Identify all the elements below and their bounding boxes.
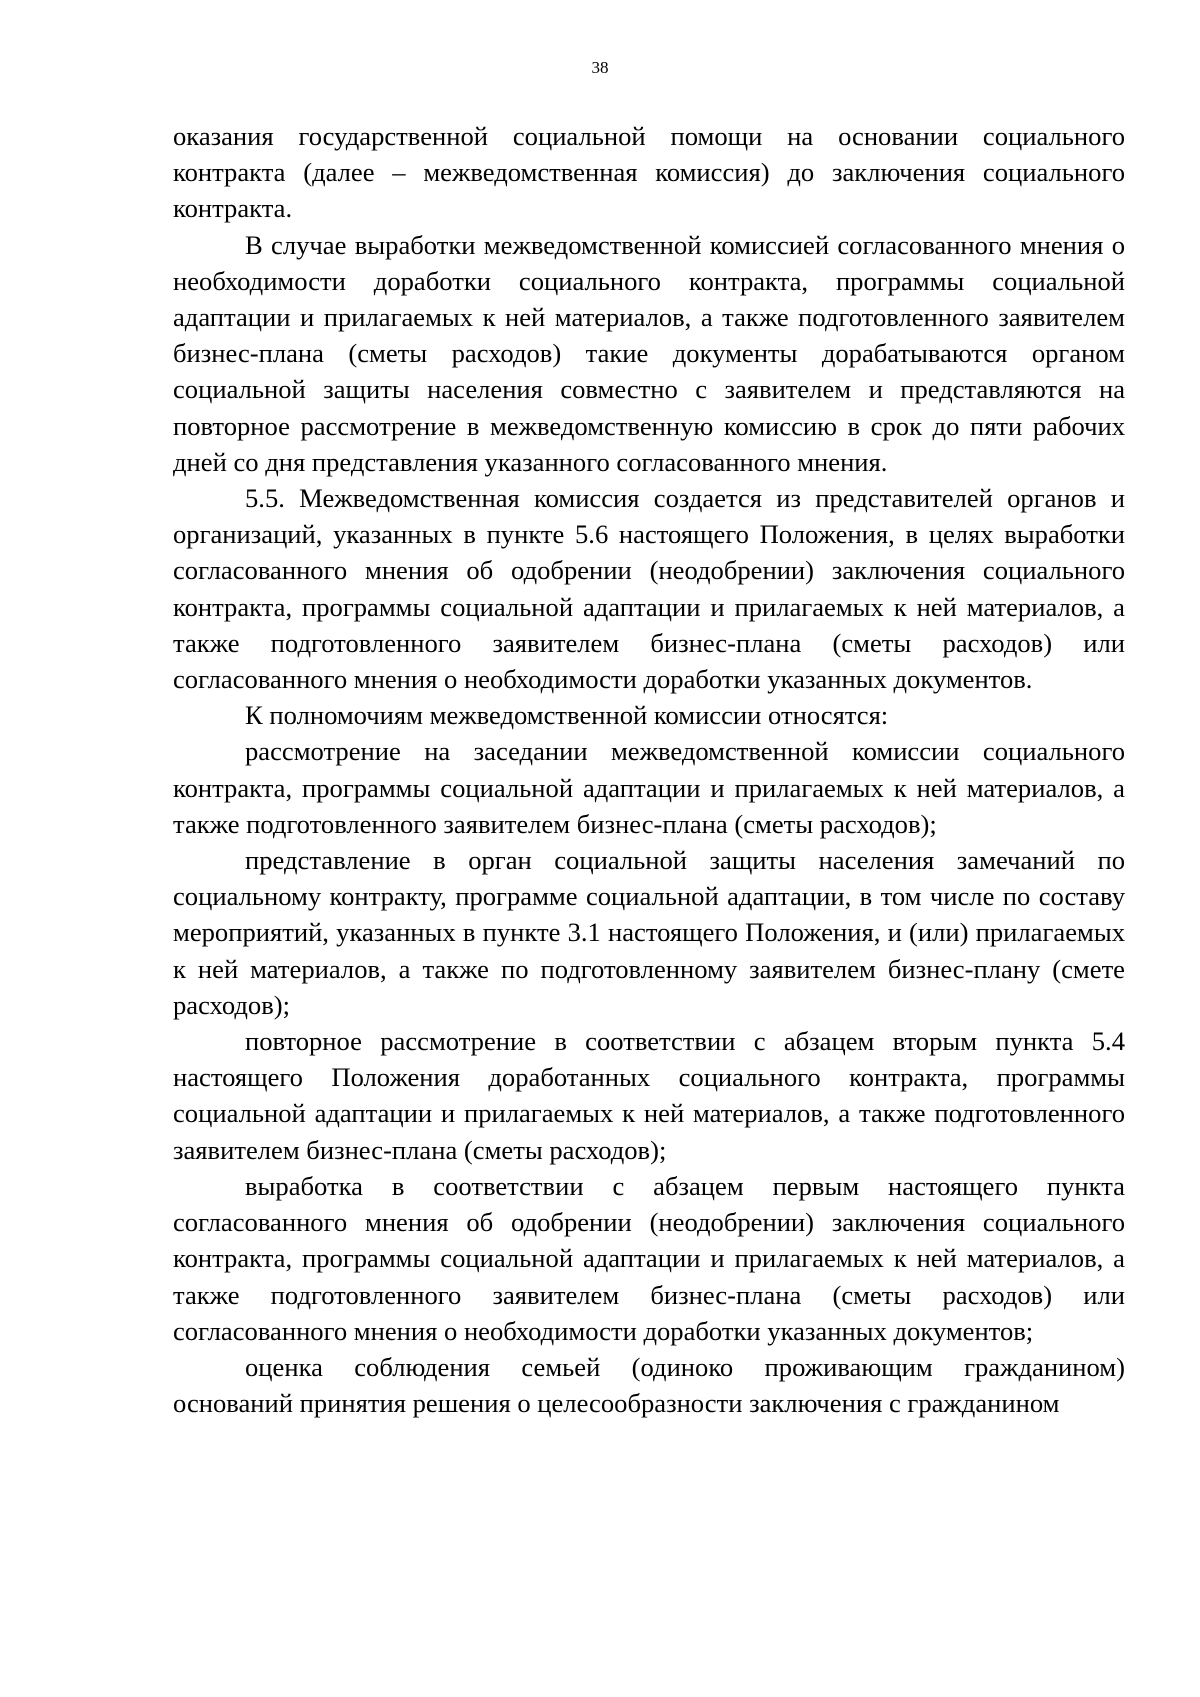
paragraph-revision-procedure: В случае выработки межведомственной комиссией согласованного мнения о необходимости доработки социального контракта, программы социальной адаптации и прилагаемых к ней материалов, а также подготовленного заявителем бизнес-плана (сметы расходов) такие документы дорабатываются органом социальной защиты населения совместно с заявителем и представляются на повторное рассмотрение в межведомственную комиссию в срок до пяти рабочих дней со дня представления указанного согласованного мнения. — [173, 229, 1125, 477]
document-body — [173, 118, 1125, 1421]
page-number: 38 — [591, 58, 609, 77]
list-item-assessment: оценка соблюдения семьей (одиноко проживающим гражданином) оснований принятия решения о целесообразности заключения с гражданином — [173, 1351, 1125, 1419]
paragraph-continuation: оказания государственной социальной помощи на основании социального контракта (далее – межведомственная комиссия) до заключения социального контракта. — [173, 121, 1125, 224]
list-item-remarks: представление в орган социальной защиты населения замечаний по социальному контракту, программе социальной адаптации, в том числе по составу мероприятий, указанных в пункте 3.1 настоящего Положения, и (или) прилагаемых к ней материалов, а также по подготовленному заявителем бизнес-плану (смете расходов); — [173, 845, 1125, 1020]
list-item-opinion: выработка в соответствии с абзацем первым настоящего пункта согласованного мнения об одобрении (неодобрении) заключения социального контракта, программы социальной адаптации и прилагаемых к ней материалов, а также подготовленного заявителем бизнес-плана (сметы расходов) или согласованного мнения о необходимости доработки указанных документов; — [173, 1170, 1125, 1346]
paragraph-powers-intro: К полномочиям межведомственной комиссии относятся: — [245, 700, 889, 731]
list-item-reconsideration: повторное рассмотрение в соответствии с абзацем вторым пункта 5.4 настоящего Положения доработанных социального контракта, программы социальной адаптации и прилагаемых к ней материалов, а также подготовленного заявителем бизнес-плана (сметы расходов); — [173, 1026, 1125, 1165]
list-item-consideration: рассмотрение на заседании межведомственной комиссии социального контракта, программы социальной адаптации и прилагаемых к ней материалов, а также подготовленного заявителем бизнес-плана (сметы расходов); — [173, 736, 1125, 839]
paragraph-section-5-5: 5.5. Межведомственная комиссия создается из представителей органов и организаций, указанных в пункте 5.6 настоящего Положения, в целях выработки согласованного мнения об одобрении (неодобрении) заключения социального контракта, программы социальной адаптации и прилагаемых к ней материалов, а также подготовленного заявителем бизнес-плана (сметы расходов) или согласованного мнения о необходимости доработки указанных документов. — [173, 483, 1125, 695]
